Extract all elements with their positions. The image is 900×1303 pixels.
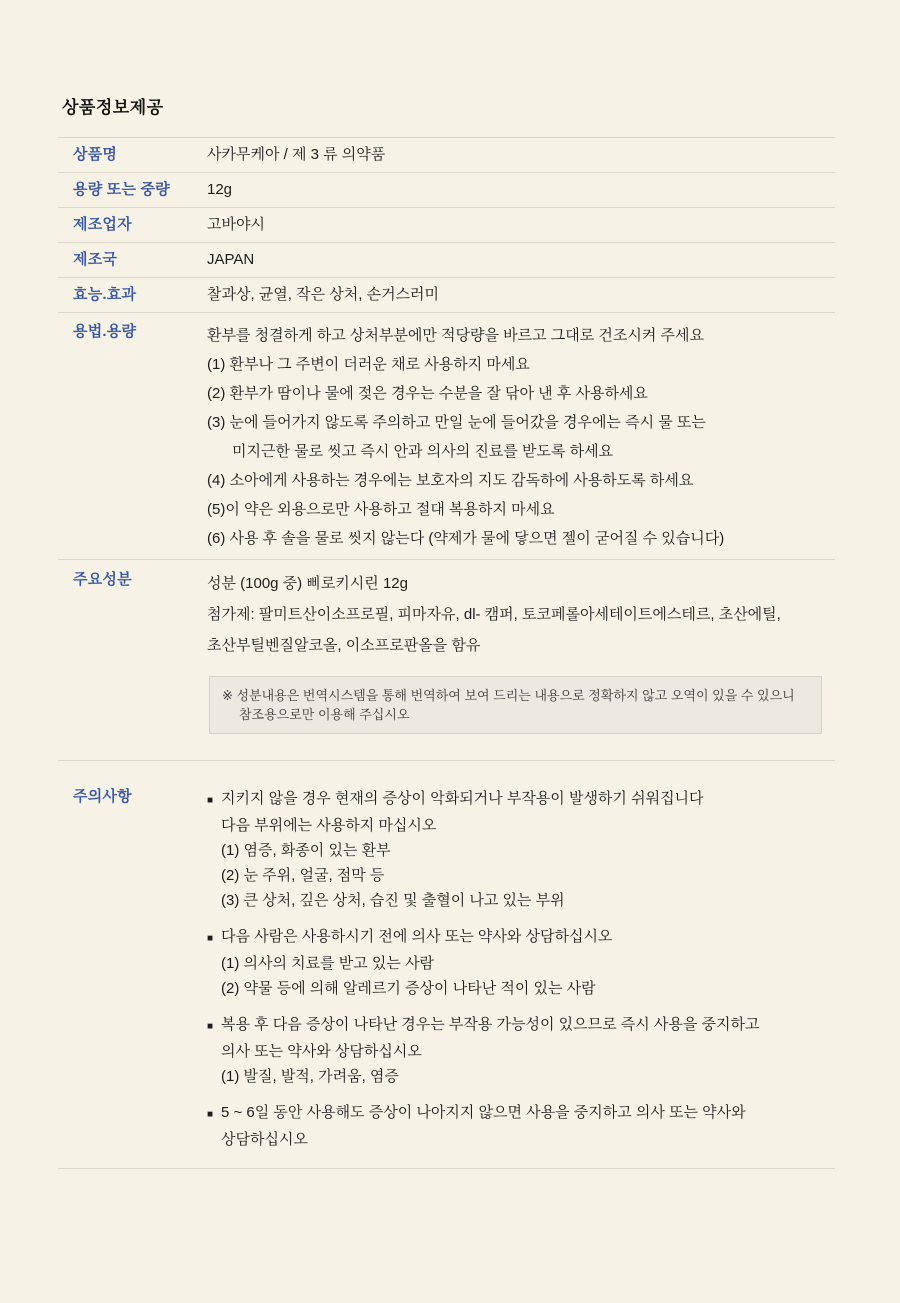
row-precautions xyxy=(58,760,835,1168)
precaution-subline: 다음 부위에는 사용하지 마십시오 xyxy=(221,817,437,834)
precaution-subline: (2) 약물 등에 의해 알레르기 증상이 나타난 적이 있는 사람 xyxy=(221,980,596,997)
row-manufacturer xyxy=(58,207,835,242)
precaution-subline: (3) 큰 상처, 깊은 상처, 습진 및 출혈이 나고 있는 부위 xyxy=(221,892,565,909)
precaution-subline: (1) 의사의 치료를 받고 있는 사람 xyxy=(221,955,435,972)
row-value: 사카무케아 / 제 3 류 의약품 xyxy=(207,146,386,163)
usage-line: (2) 환부가 땀이나 물에 젖은 경우는 수분을 잘 닦아 낸 후 사용하세요 xyxy=(207,385,648,402)
row-value: 찰과상, 균열, 작은 상처, 손거스러미 xyxy=(207,286,440,303)
row-product-name xyxy=(58,137,835,172)
usage-line: (6) 사용 후 솔을 물로 씻지 않는다 (약제가 물에 닿으면 젤이 굳어질 수 있습니다) xyxy=(207,530,725,547)
usage-line-continuation: 미지근한 물로 씻고 즉시 안과 의사의 진료를 받도록 하세요 xyxy=(232,443,614,460)
square-bullet-icon: ■ xyxy=(207,933,214,944)
row-usage-dosage xyxy=(58,312,835,559)
precaution-subline: (1) 발질, 발적, 가려움, 염증 xyxy=(221,1068,399,1085)
precaution-subline: (2) 눈 주위, 얼굴, 점막 등 xyxy=(221,867,385,884)
precaution-group xyxy=(207,786,835,913)
product-info-table xyxy=(58,137,835,1169)
precaution-bullet-line xyxy=(207,786,835,813)
square-bullet-icon: ■ xyxy=(207,1021,214,1032)
ingredient-line: 첨가제: 팔미트산이소프로필, 피마자유, dl- 캠퍼, 토코페롤아세테이트에스테르, 초산에틸, xyxy=(207,606,781,623)
square-bullet-icon: ■ xyxy=(207,795,214,806)
row-country xyxy=(58,242,835,277)
row-value: JAPAN xyxy=(207,251,255,268)
precaution-bullet-line xyxy=(207,1012,835,1039)
precaution-bullet-line xyxy=(207,924,835,951)
page-title: 상품정보제공 xyxy=(62,98,164,117)
row-label: 효능.효과 xyxy=(73,286,137,303)
row-value: 12g xyxy=(207,181,233,198)
row-label: 제조업자 xyxy=(73,216,132,233)
precaution-group xyxy=(207,1100,835,1152)
precaution-group xyxy=(207,1012,835,1089)
precaution-subline: (1) 염증, 화종이 있는 환부 xyxy=(221,842,391,859)
precaution-text: 다음 사람은 사용하시기 전에 의사 또는 약사와 상담하십시오 xyxy=(221,928,613,945)
row-value: 고바야시 xyxy=(207,216,265,233)
row-label: 용량 또는 중량 xyxy=(73,181,170,198)
row-label: 주의사항 xyxy=(73,788,132,805)
row-volume-weight xyxy=(58,172,835,207)
precautions-content xyxy=(207,786,835,1152)
usage-line: (4) 소아에게 사용하는 경우에는 보호자의 지도 감독하에 사용하도록 하세요 xyxy=(207,472,694,489)
precaution-group xyxy=(207,924,835,1001)
row-label: 제조국 xyxy=(73,251,118,268)
precaution-subline: 의사 또는 약사와 상담하십시오 xyxy=(221,1043,422,1060)
usage-line: (5)이 약은 외용으로만 사용하고 절대 복용하지 마세요 xyxy=(207,501,555,518)
translation-disclaimer-text: ※ 성분내용은 번역시스템을 통해 번역하여 보여 드리는 내용으로 정확하지 않고 오역이 있을 수 있으니 참조용으로만 이용해 주십시오 xyxy=(222,688,795,722)
row-label: 주요성분 xyxy=(73,571,132,588)
row-label: 상품명 xyxy=(73,146,118,163)
row-main-ingredients xyxy=(58,559,835,760)
ingredient-line: 성분 (100g 중) 삐로키시린 12g xyxy=(207,575,408,592)
ingredient-line: 초산부틸벤질알코올, 이소프로판올을 함유 xyxy=(207,637,481,654)
precaution-text: 5 ~ 6일 동안 사용해도 증상이 나아지지 않으면 사용을 중지하고 의사 또는 약사와 xyxy=(221,1104,746,1121)
row-efficacy xyxy=(58,277,835,312)
translation-disclaimer-box xyxy=(209,676,822,734)
square-bullet-icon: ■ xyxy=(207,1109,214,1120)
row-label: 용법.용량 xyxy=(73,323,137,340)
usage-content xyxy=(207,321,835,553)
usage-line: 환부를 청결하게 하고 상처부분에만 적당량을 바르고 그대로 건조시켜 주세요 xyxy=(207,327,705,344)
precaution-text: 복용 후 다음 증상이 나타난 경우는 부작용 가능성이 있으므로 즉시 사용을 중지하고 xyxy=(221,1016,760,1033)
usage-line: (3) 눈에 들어가지 않도록 주의하고 만일 눈에 들어갔을 경우에는 즉시 물 또는 xyxy=(207,414,706,431)
precaution-subline: 상담하십시오 xyxy=(221,1131,308,1148)
ingredients-content xyxy=(207,568,835,760)
usage-line: (1) 환부나 그 주변이 더러운 채로 사용하지 마세요 xyxy=(207,356,530,373)
precaution-bullet-line xyxy=(207,1100,835,1127)
precaution-text: 지키지 않을 경우 현재의 증상이 악화되거나 부작용이 발생하기 쉬워집니다 xyxy=(221,790,704,807)
